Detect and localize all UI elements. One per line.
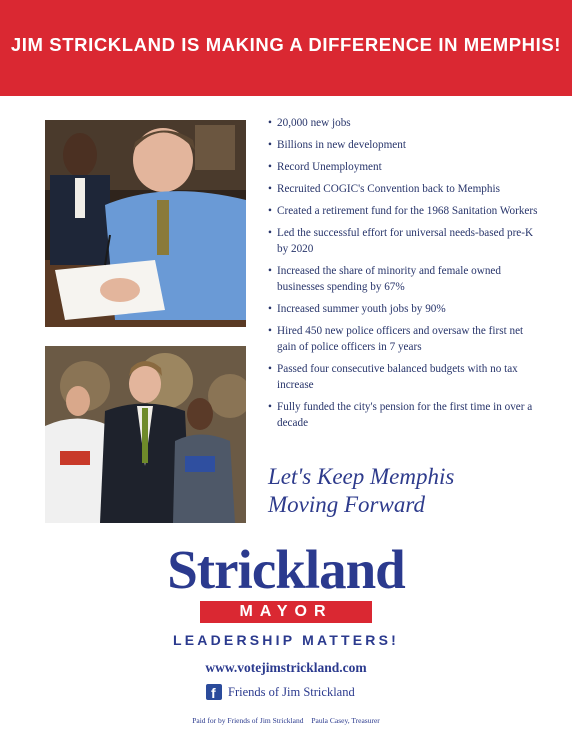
bullet-icon: •: [268, 139, 272, 151]
header-banner: [0, 0, 572, 96]
list-item-text: Created a retirement fund for the 1968 Sanitation Workers: [277, 205, 538, 217]
facebook-label: Friends of Jim Strickland: [228, 685, 355, 699]
list-item: [268, 301, 538, 317]
list-item: [268, 203, 538, 219]
list-item: [268, 181, 538, 197]
bullet-icon: •: [268, 117, 272, 129]
office-label: MAYOR: [239, 603, 333, 620]
bullet-icon: •: [268, 227, 272, 239]
treasurer-text: Paula Casey, Treasurer: [311, 716, 380, 725]
bullet-icon: •: [268, 363, 272, 375]
list-item-text: Passed four consecutive balanced budgets with no tax increase: [277, 363, 518, 391]
list-item: [268, 323, 538, 355]
facebook-glyph: f: [211, 685, 216, 701]
slogan: [268, 463, 538, 519]
list-item-text: 20,000 new jobs: [277, 117, 351, 129]
office-badge: [200, 601, 372, 623]
slogan-line-2: Moving Forward: [268, 492, 425, 517]
list-item-text: Increased the share of minority and female owned businesses spending by 67%: [277, 265, 501, 293]
list-item-text: Record Unemployment: [277, 161, 382, 173]
facebook-icon: [206, 684, 222, 700]
group-photo: [45, 346, 246, 523]
list-item-text: Led the successful effort for universal needs-based pre-K by 2020: [277, 227, 534, 255]
headline: JIM STRICKLAND IS MAKING A DIFFERENCE IN MEMPHIS!: [10, 34, 562, 55]
bullet-icon: •: [268, 161, 272, 173]
bullet-icon: •: [268, 205, 272, 217]
website-link[interactable]: www.votejimstrickland.com: [205, 660, 367, 675]
list-item: [268, 263, 538, 295]
bullet-icon: •: [268, 303, 272, 315]
bullet-icon: •: [268, 325, 272, 337]
list-item-text: Hired 450 new police officers and oversaw the first net gain of police officers in 7 years: [277, 325, 524, 353]
bullet-icon: •: [268, 183, 272, 195]
slogan-line-1: Let's Keep Memphis: [268, 464, 455, 489]
tagline: LEADERSHIP MATTERS!: [173, 632, 399, 648]
list-item-text: Fully funded the city's pension for the first time in over a decade: [277, 401, 533, 429]
list-item: [268, 361, 538, 393]
paid-for-text: Paid for by Friends of Jim Strickland: [192, 716, 304, 725]
list-item: [268, 115, 538, 131]
list-item: [268, 159, 538, 175]
list-item-text: Billions in new development: [277, 139, 406, 151]
candidate-name: Strickland: [167, 539, 405, 600]
accomplishments-list: [268, 115, 538, 437]
bullet-icon: •: [268, 265, 272, 277]
list-item: [268, 225, 538, 257]
list-item-text: Recruited COGIC's Convention back to Memphis: [277, 183, 500, 195]
list-item: [268, 399, 538, 431]
signing-photo: [45, 120, 246, 327]
list-item-text: Increased summer youth jobs by 90%: [277, 303, 446, 315]
disclaimer: [0, 716, 572, 725]
list-item: [268, 137, 538, 153]
bullet-icon: •: [268, 401, 272, 413]
